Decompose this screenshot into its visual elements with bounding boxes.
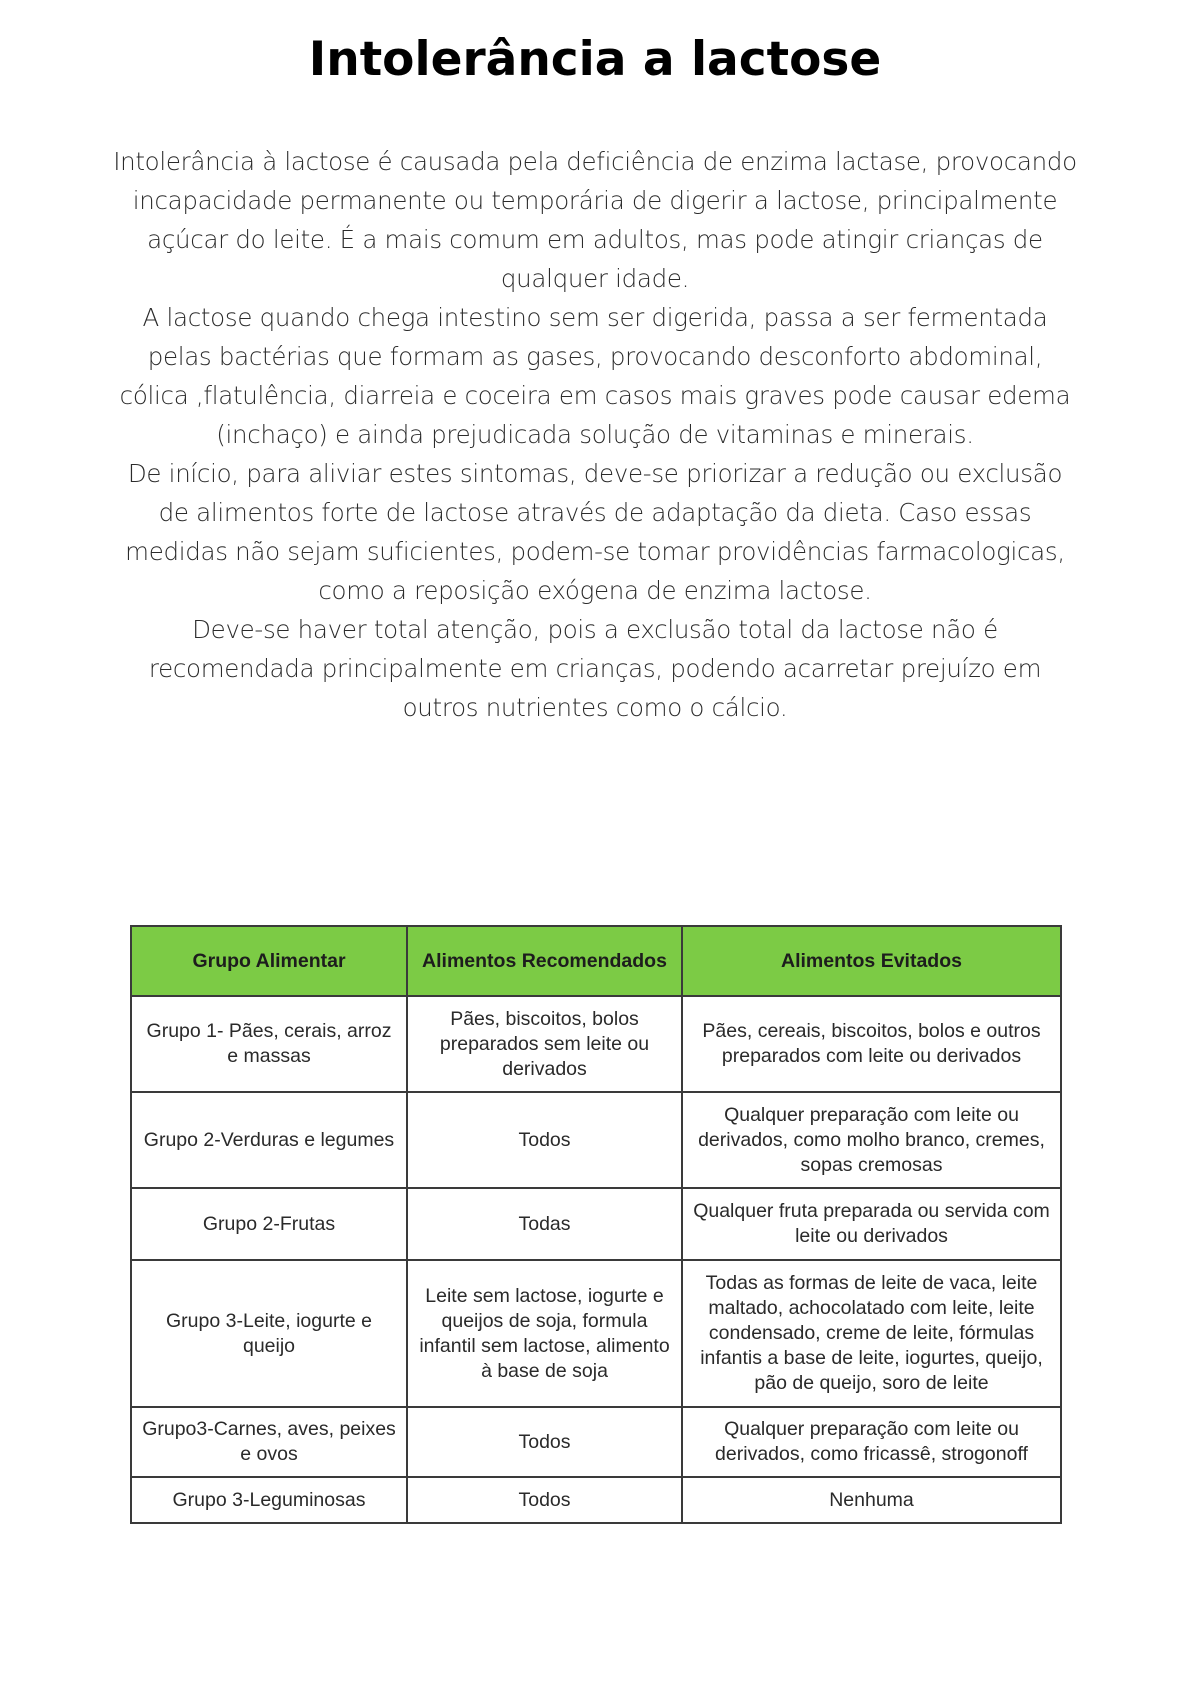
food-groups-table [130, 925, 1062, 1524]
cell-avoided: Todas as formas de leite de vaca, leite maltado, achocolatado com leite, leite condensado, creme de leite, fórmulas infantis a base de leite, iogurtes, queijo, pão de queijo, soro de leite [682, 1260, 1061, 1407]
table-row [131, 1188, 1061, 1260]
table-row [131, 996, 1061, 1092]
intro-text [112, 142, 1078, 727]
table-row [131, 1260, 1061, 1407]
cell-avoided: Nenhuma [682, 1477, 1061, 1523]
cell-recommended: Leite sem lactose, iogurte e queijos de soja, formula infantil sem lactose, alimento à base de soja [407, 1260, 682, 1407]
header-alimentos-recomendados: Alimentos Recomendados [407, 926, 682, 996]
paragraph: A lactose quando chega intestino sem ser digerida, passa a ser fermentada pelas bactérias que formam as gases, provocando desconforto abdominal, cólica ,flatulência, diarreia e coceira em casos mais graves pode causar edema (inchaço) e ainda prejudicada solução de vitaminas e minerais. [119, 303, 1071, 449]
cell-recommended: Todas [407, 1188, 682, 1260]
cell-group: Grupo3-Carnes, aves, peixes e ovos [131, 1407, 407, 1477]
cell-recommended: Todos [407, 1477, 682, 1523]
cell-group: Grupo 2-Verduras e legumes [131, 1092, 407, 1188]
cell-avoided: Qualquer preparação com leite ou derivados, como molho branco, cremes, sopas cremosas [682, 1092, 1061, 1188]
cell-group: Grupo 1- Pães, cerais, arroz e massas [131, 996, 407, 1092]
table-row [131, 1407, 1061, 1477]
table-row [131, 1477, 1061, 1523]
cell-group: Grupo 3-Leite, iogurte e queijo [131, 1260, 407, 1407]
cell-avoided: Qualquer preparação com leite ou derivados, como fricassê, strogonoff [682, 1407, 1061, 1477]
header-alimentos-evitados: Alimentos Evitados [682, 926, 1061, 996]
table-row [131, 1092, 1061, 1188]
header-grupo-alimentar: Grupo Alimentar [131, 926, 407, 996]
page-title: Intolerância a lactose [308, 32, 882, 87]
cell-recommended: Pães, biscoitos, bolos preparados sem leite ou derivados [407, 996, 682, 1092]
cell-group: Grupo 3-Leguminosas [131, 1477, 407, 1523]
cell-recommended: Todos [407, 1092, 682, 1188]
cell-avoided: Qualquer fruta preparada ou servida com leite ou derivados [682, 1188, 1061, 1260]
table-header-row [131, 926, 1061, 996]
paragraph: De início, para aliviar estes sintomas, deve-se priorizar a redução ou exclusão de alimentos forte de lactose através de adaptação da dieta. Caso essas medidas não sejam suficientes, podem-se tomar providências farmacologicas, como a reposição exógena de enzima lactose. [125, 459, 1065, 605]
cell-group: Grupo 2-Frutas [131, 1188, 407, 1260]
cell-recommended: Todos [407, 1407, 682, 1477]
paragraph: Deve-se haver total atenção, pois a exclusão total da lactose não é recomendada principalmente em crianças, podendo acarretar prejuízo em outros nutrientes como o cálcio. [148, 615, 1042, 722]
cell-avoided: Pães, cereais, biscoitos, bolos e outros preparados com leite ou derivados [682, 996, 1061, 1092]
paragraph: Intolerância à lactose é causada pela deficiência de enzima lactase, provocando incapacidade permanente ou temporária de digerir a lactose, principalmente açúcar do leite. É a mais comum em adultos, mas pode atingir crianças de qualquer idade. [113, 147, 1077, 293]
